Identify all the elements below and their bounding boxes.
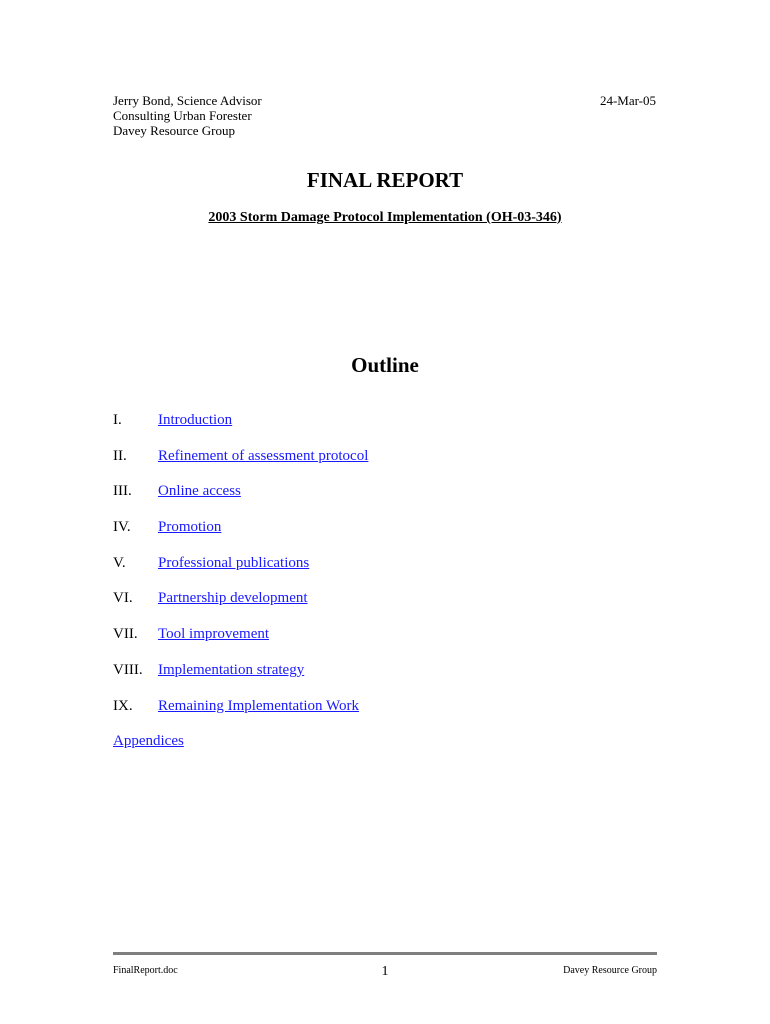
toc-link-online-access[interactable]: Online access [158,483,241,500]
outline-numeral: VI. [113,590,133,607]
toc-link-refinement-of-assessment-protocol[interactable]: Refinement of assessment protocol [158,447,369,464]
outline-numeral: III. [113,483,132,500]
outline-item [113,481,368,517]
outline-numeral: VIII. [113,661,143,678]
author-role-line: Consulting Urban Forester [113,108,252,123]
outline-numeral: VII. [113,626,138,643]
author-name-line: Jerry Bond, Science Advisor [113,93,262,108]
footer-organization: Davey Resource Group [563,965,657,976]
footer-filename: FinalReport.doc [113,965,178,976]
report-title: FINAL REPORT [306,168,464,192]
author-org-line: Davey Resource Group [113,123,236,138]
toc-link-appendices[interactable]: Appendices [113,733,184,749]
toc-link-tool-improvement[interactable]: Tool improvement [158,626,270,643]
toc-link-partnership-development[interactable]: Partnership development [158,590,308,607]
outline-numeral: IX. [113,697,133,714]
outline-item [113,517,368,553]
outline-item [113,624,368,660]
outline-item [113,696,368,732]
outline-numeral: IV. [113,519,131,536]
toc-link-implementation-strategy[interactable]: Implementation strategy [158,661,305,678]
toc-link-introduction[interactable]: Introduction [158,412,233,428]
outline-item [113,553,368,589]
outline-list [113,410,368,731]
outline-item [113,588,368,624]
outline-item [113,446,368,482]
outline-item [113,660,368,696]
toc-link-remaining-implementation-work[interactable]: Remaining Implementation Work [158,697,359,714]
outline-item [113,410,368,446]
footer-divider [113,952,657,955]
footer-page-number: 1 [381,964,389,979]
author-block [113,93,262,138]
toc-link-promotion[interactable]: Promotion [158,519,222,536]
report-date: 24-Mar-05 [599,93,656,108]
outline-numeral: V. [113,554,126,571]
outline-numeral: I. [113,412,122,428]
report-subtitle: 2003 Storm Damage Protocol Implementation (OH-03-346) [208,210,562,225]
toc-link-professional-publications[interactable]: Professional publications [158,554,310,571]
outline-numeral: II. [113,447,127,464]
outline-heading: Outline [351,353,419,377]
